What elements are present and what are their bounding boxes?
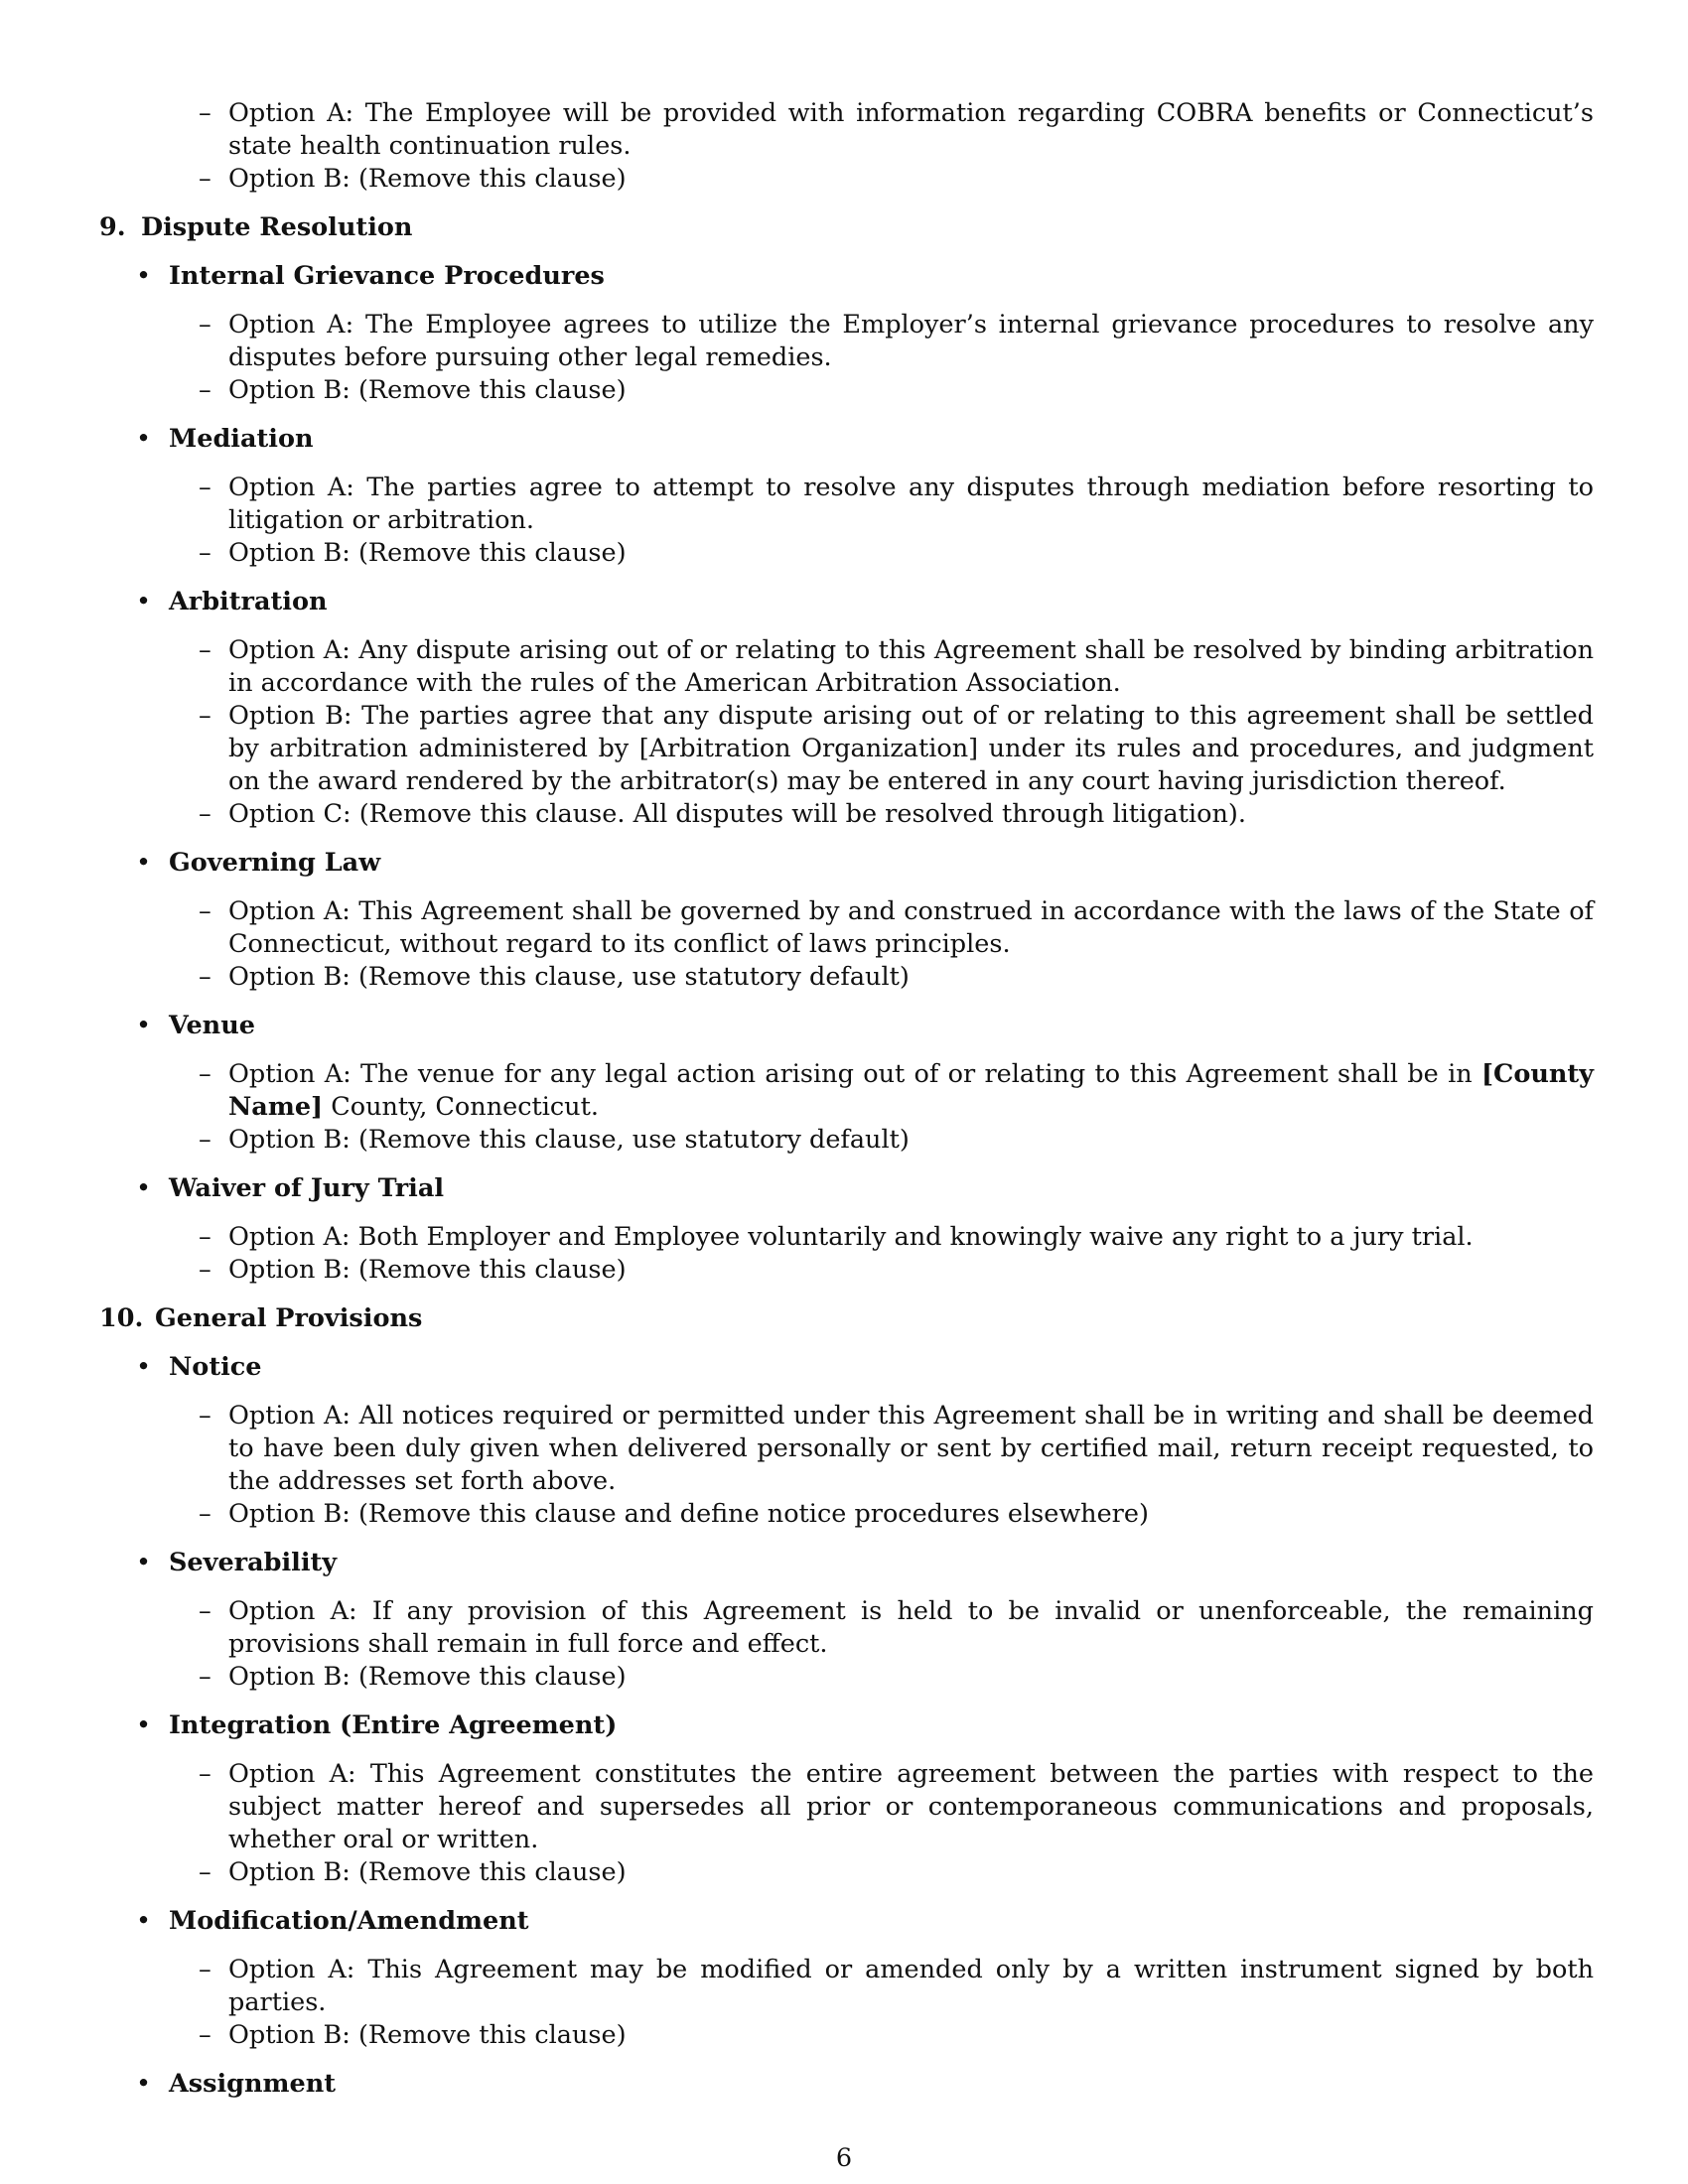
option-text: Option B: (Remove this clause) (228, 375, 627, 405)
option-text: Option A: This Agreement may be modified or amended only by a written instrument signed by both parties. (228, 1955, 1594, 2017)
section (99, 211, 1594, 1287)
section-title: Dispute Resolution (141, 212, 413, 242)
option-list (99, 309, 1594, 407)
subsection-title: Assignment (169, 2069, 337, 2099)
option-list (99, 1595, 1594, 1694)
dash-marker: – (199, 473, 211, 502)
dash-marker: – (199, 375, 211, 405)
subsection (99, 423, 1594, 570)
option-item (99, 1221, 1594, 1254)
subsection-heading (99, 1172, 1594, 1205)
subsection (99, 847, 1594, 994)
option-item (99, 1595, 1594, 1661)
bullet-marker: • (136, 1710, 152, 1740)
bullet-marker: • (136, 2069, 152, 2099)
option-text: Option A: Both Employer and Employee voluntarily and knowingly waive any right to a jury trial. (228, 1222, 1474, 1252)
option-item (99, 2019, 1594, 2052)
dash-marker: – (199, 1499, 211, 1529)
dash-marker: – (199, 701, 211, 731)
dash-marker: – (199, 896, 211, 926)
section-title: General Provisions (155, 1303, 423, 1333)
bullet-marker: • (136, 848, 152, 878)
bullet-marker: • (136, 261, 152, 291)
option-item (99, 1954, 1594, 2019)
dash-marker: – (199, 635, 211, 665)
option-item (99, 1400, 1594, 1498)
subsection-title: Modification/Amendment (169, 1906, 529, 1936)
option-list (99, 895, 1594, 994)
option-text: Option A: If any provision of this Agreement is held to be invalid or unenforceable, the remaining provisions shall remain in full force and effect. (228, 1596, 1594, 1659)
option-text: Option B: (Remove this clause) (228, 164, 627, 194)
option-list (99, 1221, 1594, 1287)
bullet-marker: • (136, 587, 152, 616)
option-list (99, 1058, 1594, 1157)
subsection-heading (99, 2068, 1594, 2101)
option-item (99, 1758, 1594, 1856)
section (99, 1302, 1594, 2101)
option-item (99, 97, 1594, 163)
option-text: Option A: Any dispute arising out of or relating to this Agreement shall be resolved by binding arbitration in accordance with the rules of the American Arbitration Association. (228, 635, 1594, 698)
section-heading (99, 1302, 1594, 1335)
subsection-title: Severability (169, 1548, 338, 1577)
dash-marker: – (199, 1955, 211, 1984)
option-text (228, 1059, 1594, 1122)
option-item (99, 1254, 1594, 1287)
option-list (99, 1400, 1594, 1531)
subsection-title: Notice (169, 1352, 262, 1382)
dash-marker: – (199, 1125, 211, 1155)
subsection-title: Mediation (169, 424, 314, 454)
option-item (99, 1498, 1594, 1531)
option-text: Option A: The Employee will be provided with information regarding COBRA benefits or Connecticut’s state health continuation rules. (228, 98, 1594, 161)
subsection-title: Governing Law (169, 848, 381, 878)
subsection-heading (99, 1547, 1594, 1579)
bullet-marker: • (136, 424, 152, 454)
option-text: Option A: This Agreement constitutes the entire agreement between the parties with respect to the subject matter hereof and supersedes all prior or contemporaneous communications and proposals, whether oral or written. (228, 1759, 1594, 1854)
option-text: Option B: (Remove this clause) (228, 2020, 627, 2050)
dash-marker: – (199, 1401, 211, 1431)
section-number: 10. (99, 1303, 144, 1333)
section-number: 9. (99, 212, 126, 242)
subsection-title: Internal Grievance Procedures (169, 261, 605, 291)
option-text: Option A: All notices required or permitted under this Agreement shall be in writing and shall be deemed to have been duly given when delivered personally or sent by certified mail, return receipt requested, to the addresses set forth above. (228, 1401, 1594, 1496)
option-text: Option B: (Remove this clause and define notice procedures elsewhere) (228, 1499, 1149, 1529)
bullet-marker: • (136, 1352, 152, 1382)
option-text-before: Option A: The venue for any legal action arising out of or relating to this Agreement shall be in (228, 1059, 1481, 1089)
option-list (99, 472, 1594, 570)
option-item (99, 1856, 1594, 1889)
option-item (99, 895, 1594, 961)
option-text: Option B: (Remove this clause, use statutory default) (228, 962, 910, 992)
option-list (99, 634, 1594, 831)
subsection (99, 1010, 1594, 1157)
subsection-heading (99, 847, 1594, 880)
option-list (99, 1758, 1594, 1889)
document-body (99, 97, 1594, 2116)
option-list (99, 1954, 1594, 2052)
subsection-heading (99, 586, 1594, 618)
subsection-heading (99, 1010, 1594, 1042)
dash-marker: – (199, 2020, 211, 2050)
subsection (99, 2068, 1594, 2101)
bullet-marker: • (136, 1011, 152, 1040)
subsection-heading (99, 1905, 1594, 1938)
option-item (99, 1058, 1594, 1124)
option-item (99, 1661, 1594, 1694)
dash-marker: – (199, 799, 211, 829)
dash-marker: – (199, 1857, 211, 1887)
option-item (99, 1124, 1594, 1157)
option-item (99, 472, 1594, 537)
option-text-after: County, Connecticut. (323, 1092, 599, 1122)
subsection-heading (99, 1351, 1594, 1384)
option-text: Option B: (Remove this clause) (228, 1857, 627, 1887)
dash-marker: – (199, 1596, 211, 1626)
subsection-heading (99, 423, 1594, 456)
dash-marker: – (199, 1222, 211, 1252)
option-item (99, 374, 1594, 407)
subsection-title: Arbitration (169, 587, 328, 616)
continued-options (99, 97, 1594, 196)
subsection-title: Venue (169, 1011, 255, 1040)
subsection-title: Integration (Entire Agreement) (169, 1710, 618, 1740)
option-text: Option B: (Remove this clause) (228, 1662, 627, 1692)
subsection (99, 1172, 1594, 1287)
page-number: 6 (835, 2143, 853, 2173)
subsection-heading (99, 260, 1594, 293)
bullet-marker: • (136, 1173, 152, 1203)
dash-marker: – (199, 1255, 211, 1285)
sections-container (99, 211, 1594, 2101)
dash-marker: – (199, 538, 211, 568)
option-text: Option C: (Remove this clause. All disputes will be resolved through litigation). (228, 799, 1246, 829)
option-item (99, 634, 1594, 700)
option-text-placeholder: [County Name] (228, 1059, 1594, 1122)
subsection (99, 1905, 1594, 2052)
option-text: Option A: The parties agree to attempt to resolve any disputes through mediation before resorting to litigation or arbitration. (228, 473, 1594, 535)
subsection (99, 586, 1594, 831)
subsection (99, 1547, 1594, 1694)
dash-marker: – (199, 1059, 211, 1089)
option-text: Option A: The Employee agrees to utilize the Employer’s internal grievance procedures to resolve any disputes before pursuing other legal remedies. (228, 310, 1594, 372)
dash-marker: – (199, 164, 211, 194)
subsection (99, 1709, 1594, 1889)
dash-marker: – (199, 98, 211, 128)
option-item (99, 163, 1594, 196)
dash-marker: – (199, 310, 211, 340)
dash-marker: – (199, 1662, 211, 1692)
subsection (99, 1351, 1594, 1531)
option-text: Option B: The parties agree that any dispute arising out of or relating to this agreement shall be settled by arbitration administered by [Arbitration Organization] under its rules and procedures, and judgment on the award rendered by the arbitrator(s) may be entered in any court having jurisdiction thereof. (228, 701, 1594, 796)
bullet-marker: • (136, 1906, 152, 1936)
subsection-heading (99, 1709, 1594, 1742)
option-text: Option B: (Remove this clause, use statutory default) (228, 1125, 910, 1155)
dash-marker: – (199, 962, 211, 992)
option-item (99, 309, 1594, 374)
bullet-marker: • (136, 1548, 152, 1577)
option-item (99, 700, 1594, 798)
option-item (99, 961, 1594, 994)
option-text: Option B: (Remove this clause) (228, 1255, 627, 1285)
dash-marker: – (199, 1759, 211, 1789)
option-text: Option B: (Remove this clause) (228, 538, 627, 568)
section-heading (99, 211, 1594, 244)
option-text: Option A: This Agreement shall be governed by and construed in accordance with the laws of the State of Connecticut, without regard to its conflict of laws principles. (228, 896, 1594, 959)
subsection-title: Waiver of Jury Trial (169, 1173, 445, 1203)
subsection (99, 260, 1594, 407)
option-item (99, 537, 1594, 570)
option-item (99, 798, 1594, 831)
